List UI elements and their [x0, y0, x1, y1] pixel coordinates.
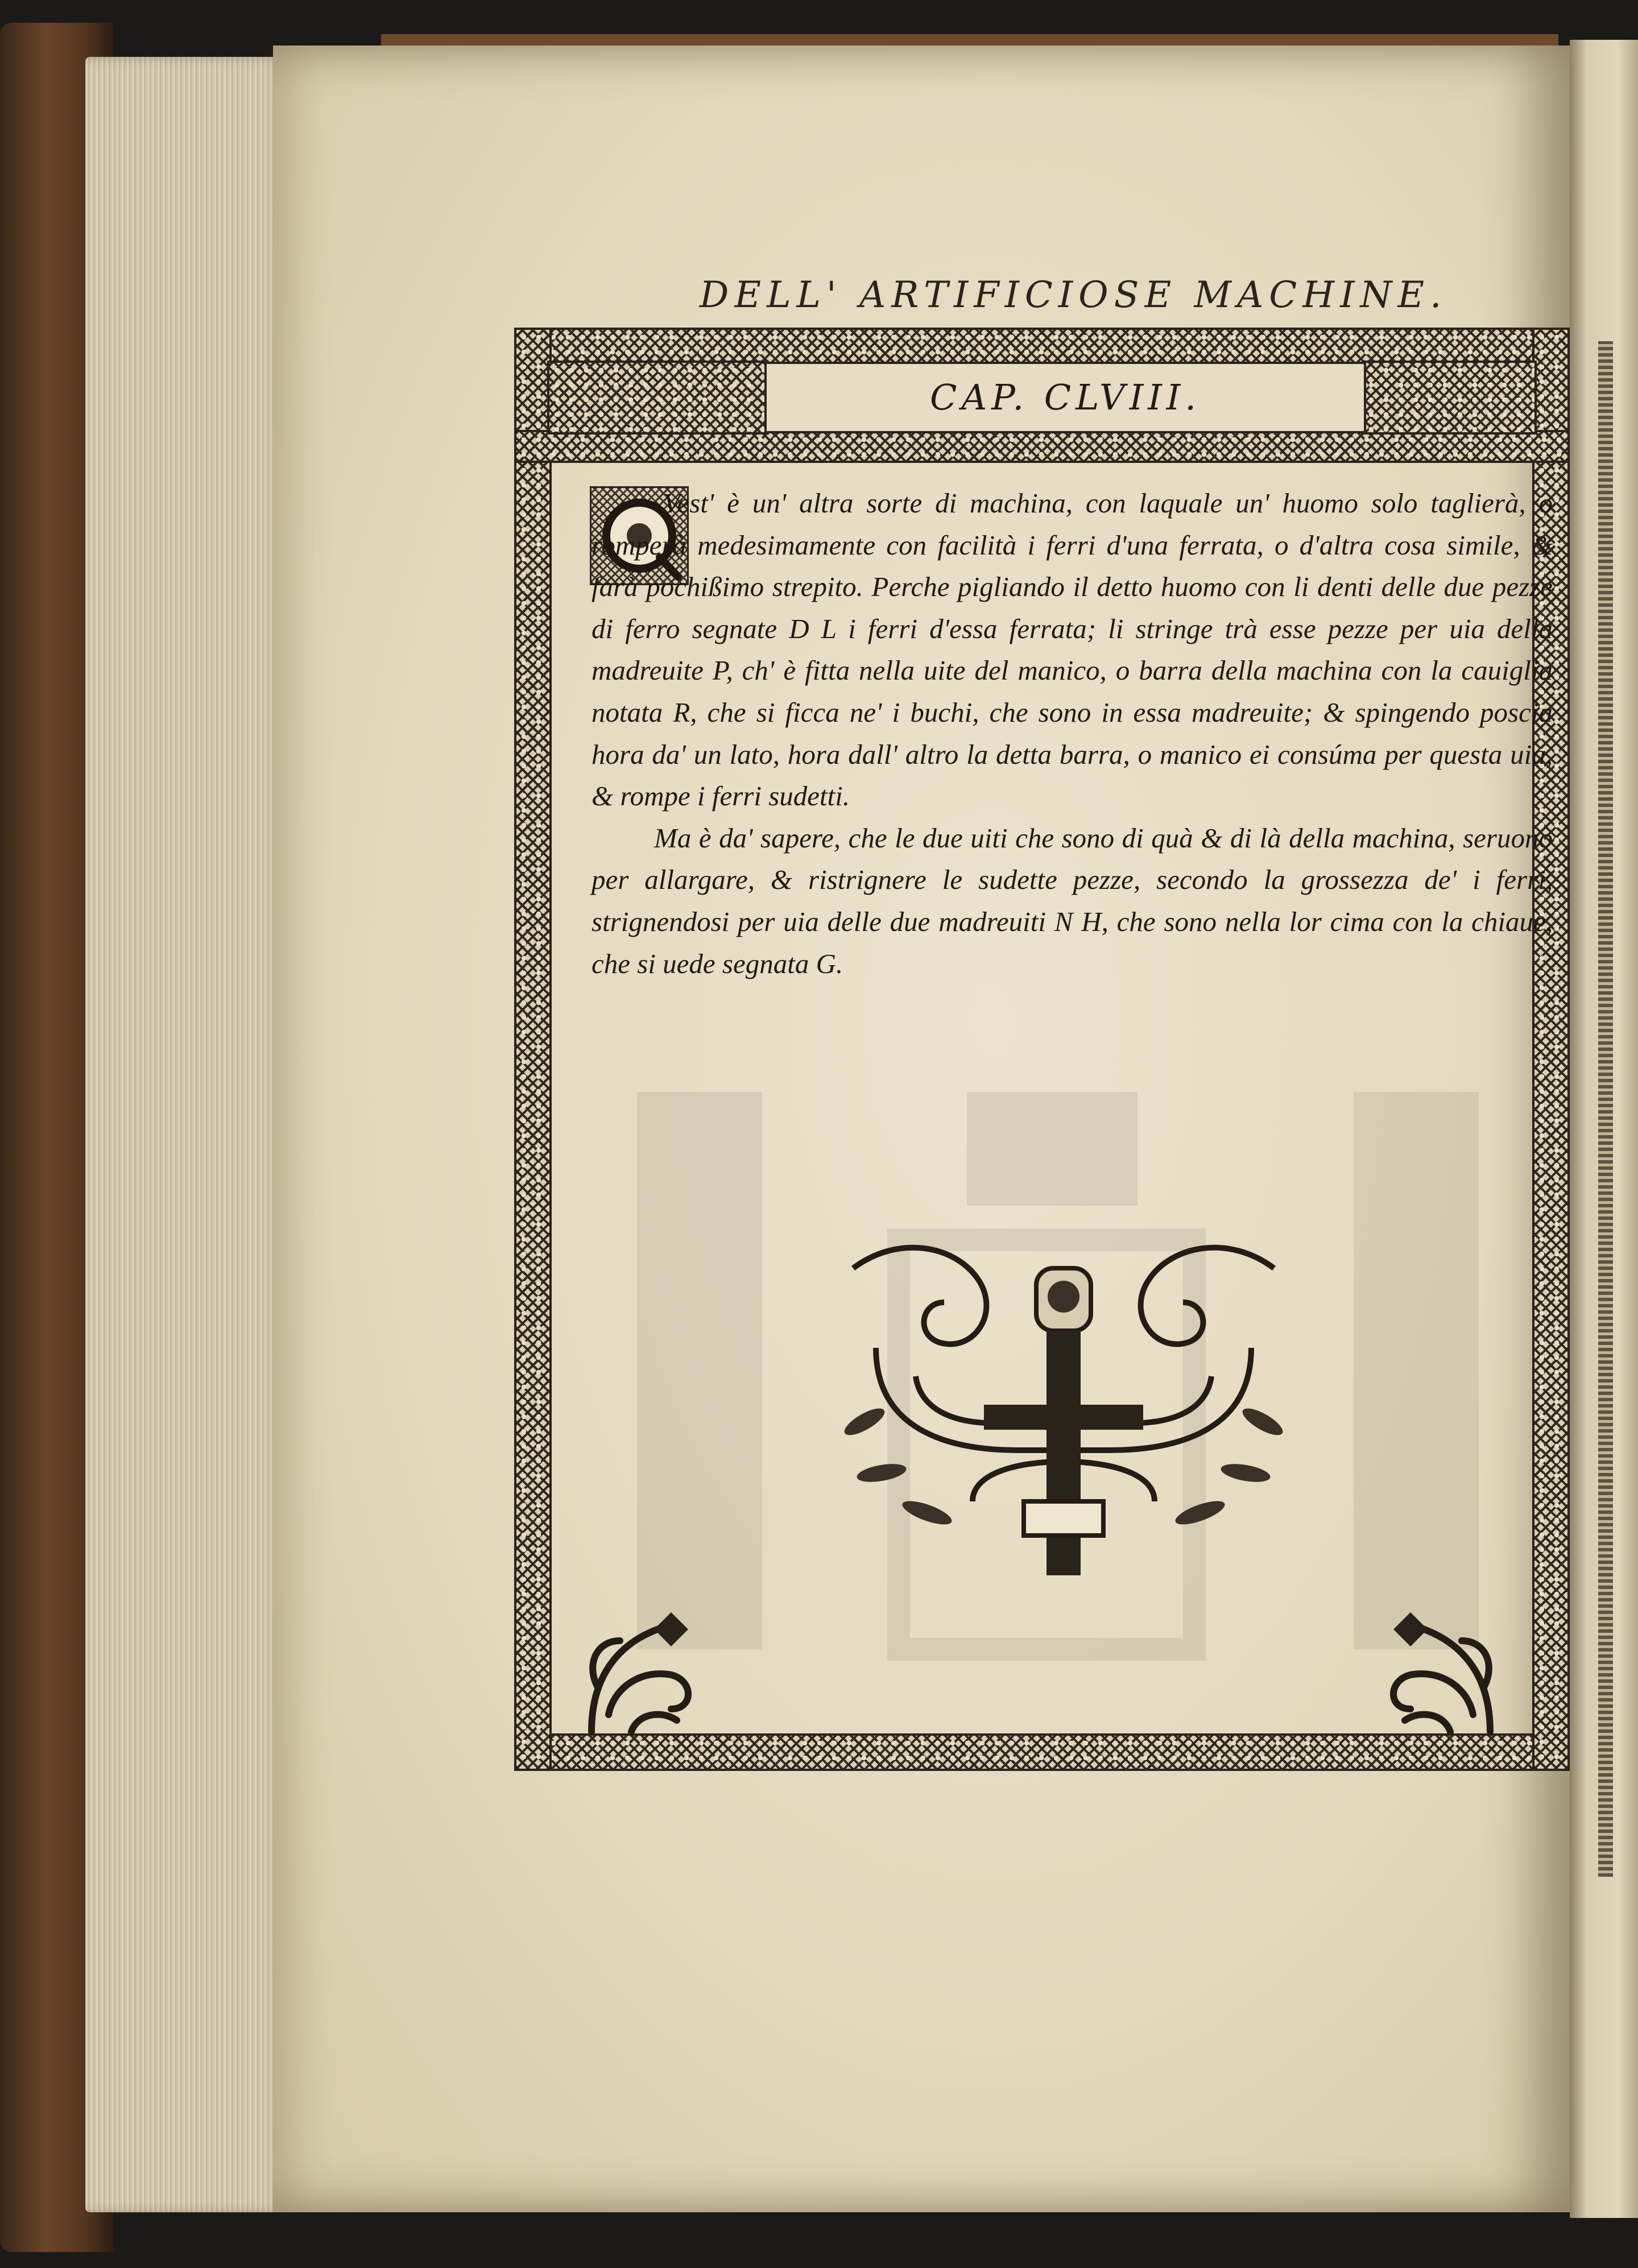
- paragraph-2: Ma è da' sapere, che le due uiti che sono di quà & di là della machina, seruono per allargare, & ristrignere le sudette pezze, secondo la grossezza de' i ferri, strignendosi per uia delle due madreuiti N H, che sono nella lor cima con la chiaue, che si uede segnata G.: [592, 822, 1553, 979]
- header-pattern-right: [1364, 363, 1534, 432]
- next-page-border-fragment: [1598, 341, 1613, 1877]
- body-text: [592, 482, 1553, 984]
- corner-ornament-left: [574, 1601, 722, 1749]
- frame-band-left: [516, 330, 549, 1769]
- header-pattern-left: [549, 363, 767, 432]
- paragraph-1: Vest' è un' altra sorte di machina, con laquale un' huomo solo taglierà, o romperà medesimamente con facilità i ferri d'una ferrata, o d'altra cosa simile, & farà pochißimo strepito. Perche pigliando il detto huomo con li denti delle due pezze di ferro segnate D L i ferri d'essa ferrata; li stringe trà esse pezze per uia della madreuite P, ch' è fitta nella uite del manico, o barra della machina con la cauiglia notata R, che si ficca ne' i buchi, che sono in essa madreuite; & spingendo poscia hora da' un lato, hora dall' altro la detta barra, o manico ei consúma per questa uia, & rompe i ferri sudetti.: [592, 487, 1553, 812]
- corner-ornament-right: [1359, 1601, 1507, 1749]
- chapter-title: CAP. CLVIII.: [930, 376, 1201, 418]
- tailpiece-ornament: [830, 1234, 1297, 1587]
- page-edges: [85, 57, 284, 2212]
- header-band-bottom: [516, 432, 1567, 461]
- frame-band-top: [516, 330, 1567, 363]
- running-head: DELL' ARTIFICIOSE MACHINE.: [700, 274, 1447, 316]
